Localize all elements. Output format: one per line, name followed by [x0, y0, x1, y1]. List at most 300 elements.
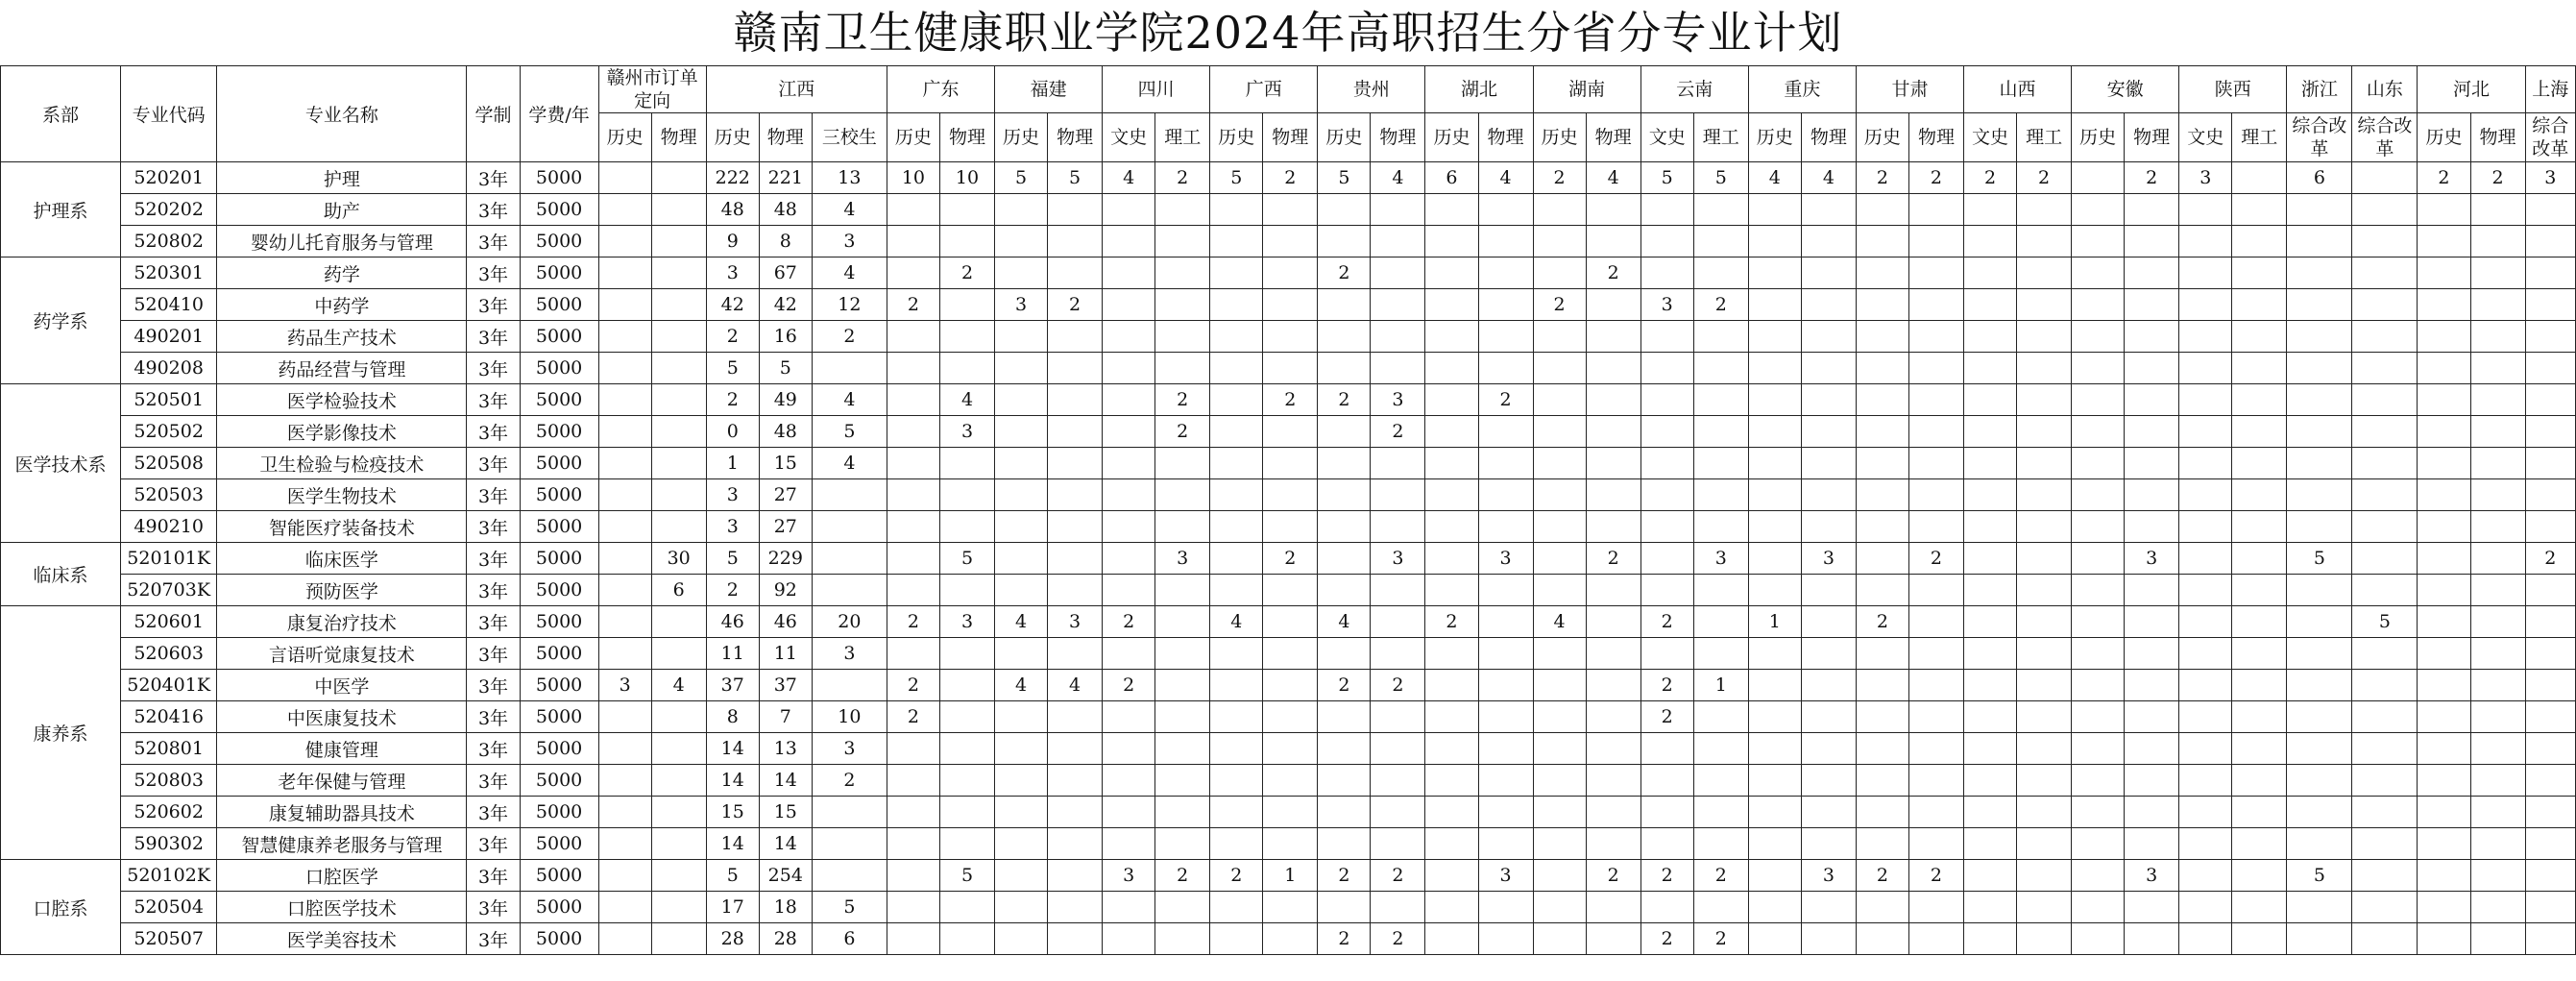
- quota-cell: [2017, 575, 2072, 606]
- quota-cell: 5: [939, 543, 994, 575]
- quota-cell: 9: [706, 226, 759, 258]
- quota-cell: [2072, 448, 2125, 479]
- province-header: 上海: [2525, 66, 2575, 113]
- quota-cell: [1318, 543, 1371, 575]
- quota-cell: [1478, 321, 1533, 353]
- quota-cell: [2470, 892, 2525, 923]
- quota-cell: [1103, 543, 1155, 575]
- table-row: [1, 828, 2576, 860]
- col-header-years: 学制: [467, 66, 520, 162]
- quota-cell: [1371, 797, 1425, 828]
- quota-cell: [1425, 923, 1478, 955]
- quota-cell: [1263, 892, 1318, 923]
- dept-cell: 康养系: [1, 606, 121, 860]
- quota-cell: [1908, 353, 1963, 384]
- quota-cell: [995, 638, 1048, 670]
- dept-cell: 药学系: [1, 258, 121, 384]
- quota-cell: [995, 828, 1048, 860]
- quota-cell: [1964, 479, 2017, 511]
- quota-cell: 48: [759, 194, 812, 226]
- quota-cell: [1640, 258, 1693, 289]
- table-row: [1, 860, 2576, 892]
- quota-cell: [2232, 448, 2287, 479]
- quota-cell: 5: [1210, 162, 1263, 194]
- quota-cell: [2017, 226, 2072, 258]
- quota-cell: [1964, 384, 2017, 416]
- major-name-cell: 婴幼儿托育服务与管理: [217, 226, 467, 258]
- quota-cell: [939, 353, 994, 384]
- quota-cell: [1964, 289, 2017, 321]
- quota-cell: [995, 448, 1048, 479]
- quota-cell: [1210, 638, 1263, 670]
- quota-cell: [2525, 575, 2575, 606]
- quota-cell: [2017, 828, 2072, 860]
- quota-cell: [1908, 701, 1963, 733]
- quota-cell: [1371, 638, 1425, 670]
- quota-cell: [1210, 321, 1263, 353]
- table-row: [1, 511, 2576, 543]
- quota-cell: [939, 575, 994, 606]
- quota-cell: [1533, 226, 1586, 258]
- quota-cell: [1748, 543, 1801, 575]
- quota-cell: [1103, 923, 1155, 955]
- quota-cell: [1533, 448, 1586, 479]
- quota-cell: [2232, 670, 2287, 701]
- quota-cell: [1908, 606, 1963, 638]
- duration-cell: 3年: [467, 733, 520, 765]
- quota-cell: [995, 479, 1048, 511]
- quota-cell: [1478, 670, 1533, 701]
- quota-cell: [2287, 448, 2352, 479]
- quota-cell: [2352, 511, 2418, 543]
- quota-cell: [651, 701, 706, 733]
- quota-cell: [2125, 511, 2179, 543]
- quota-cell: 3: [1371, 384, 1425, 416]
- track-subheader: 历史: [887, 113, 939, 162]
- quota-cell: [2125, 606, 2179, 638]
- quota-cell: [1586, 765, 1640, 797]
- quota-cell: [2287, 670, 2352, 701]
- quota-cell: [2179, 860, 2232, 892]
- quota-cell: [2232, 606, 2287, 638]
- major-name-cell: 口腔医学技术: [217, 892, 467, 923]
- quota-cell: [1964, 258, 2017, 289]
- quota-cell: [1155, 258, 1210, 289]
- quota-cell: [1856, 353, 1908, 384]
- quota-cell: [2418, 860, 2470, 892]
- quota-cell: [1371, 511, 1425, 543]
- quota-cell: [651, 828, 706, 860]
- quota-cell: [651, 416, 706, 448]
- quota-cell: [2418, 226, 2470, 258]
- quota-cell: [1533, 321, 1586, 353]
- quota-cell: 5: [939, 860, 994, 892]
- table-row: [1, 797, 2576, 828]
- quota-cell: 2: [1155, 416, 1210, 448]
- quota-cell: [1908, 384, 1963, 416]
- quota-cell: 6: [651, 575, 706, 606]
- quota-cell: [1693, 353, 1748, 384]
- quota-cell: [2352, 226, 2418, 258]
- quota-cell: [1318, 353, 1371, 384]
- table-row: [1, 258, 2576, 289]
- track-subheader: 文史: [1640, 113, 1693, 162]
- quota-cell: [1371, 353, 1425, 384]
- quota-cell: [2525, 416, 2575, 448]
- quota-cell: 30: [651, 543, 706, 575]
- quota-cell: [887, 226, 939, 258]
- quota-cell: [2352, 479, 2418, 511]
- quota-cell: 92: [759, 575, 812, 606]
- quota-cell: [1478, 194, 1533, 226]
- quota-cell: [1425, 448, 1478, 479]
- quota-cell: [1478, 638, 1533, 670]
- quota-cell: [2232, 923, 2287, 955]
- quota-cell: [1048, 479, 1103, 511]
- quota-cell: [1533, 733, 1586, 765]
- quota-cell: [1371, 479, 1425, 511]
- quota-cell: [2017, 701, 2072, 733]
- quota-cell: [1748, 416, 1801, 448]
- track-subheader: 物理: [1371, 113, 1425, 162]
- quota-cell: [2179, 384, 2232, 416]
- province-header: 福建: [995, 66, 1103, 113]
- quota-cell: 3: [812, 733, 887, 765]
- quota-cell: 5: [2287, 543, 2352, 575]
- quota-cell: [1748, 448, 1801, 479]
- major-name-cell: 中医康复技术: [217, 701, 467, 733]
- quota-cell: [1318, 733, 1371, 765]
- quota-cell: [1155, 194, 1210, 226]
- quota-cell: [1964, 321, 2017, 353]
- quota-cell: [1801, 479, 1856, 511]
- major-code-cell: 520603: [121, 638, 217, 670]
- quota-cell: [1856, 479, 1908, 511]
- quota-cell: 8: [759, 226, 812, 258]
- tuition-cell: 5000: [520, 511, 598, 543]
- major-code-cell: 520502: [121, 416, 217, 448]
- quota-cell: [1371, 194, 1425, 226]
- quota-cell: [2470, 416, 2525, 448]
- major-name-cell: 口腔医学: [217, 860, 467, 892]
- quota-cell: [598, 258, 651, 289]
- quota-cell: [651, 479, 706, 511]
- province-header: 广西: [1210, 66, 1318, 113]
- quota-cell: 4: [1478, 162, 1533, 194]
- quota-cell: [2418, 289, 2470, 321]
- quota-cell: [2470, 289, 2525, 321]
- quota-cell: [598, 797, 651, 828]
- quota-cell: 0: [706, 416, 759, 448]
- quota-cell: [1856, 321, 1908, 353]
- quota-cell: [812, 353, 887, 384]
- quota-cell: [2017, 797, 2072, 828]
- quota-cell: [2418, 384, 2470, 416]
- quota-cell: [2125, 670, 2179, 701]
- duration-cell: 3年: [467, 797, 520, 828]
- quota-cell: [1478, 448, 1533, 479]
- quota-cell: 4: [651, 670, 706, 701]
- quota-cell: [1533, 575, 1586, 606]
- quota-cell: [2017, 511, 2072, 543]
- quota-cell: 4: [1801, 162, 1856, 194]
- quota-cell: [598, 194, 651, 226]
- quota-cell: [1586, 638, 1640, 670]
- quota-cell: [598, 828, 651, 860]
- tuition-cell: 5000: [520, 638, 598, 670]
- dept-cell: 口腔系: [1, 860, 121, 955]
- quota-cell: [1908, 448, 1963, 479]
- track-subheader: 历史: [2418, 113, 2470, 162]
- quota-cell: 12: [812, 289, 887, 321]
- track-subheader: 三校生: [812, 113, 887, 162]
- quota-cell: [2072, 765, 2125, 797]
- quota-cell: 6: [2287, 162, 2352, 194]
- quota-cell: [2179, 892, 2232, 923]
- major-code-cell: 520803: [121, 765, 217, 797]
- quota-cell: [1155, 289, 1210, 321]
- table-row: [1, 733, 2576, 765]
- duration-cell: 3年: [467, 321, 520, 353]
- quota-cell: [1048, 575, 1103, 606]
- quota-cell: 4: [1103, 162, 1155, 194]
- quota-cell: [1856, 384, 1908, 416]
- quota-cell: [2232, 511, 2287, 543]
- quota-cell: [1964, 543, 2017, 575]
- quota-cell: [1263, 226, 1318, 258]
- quota-cell: 37: [706, 670, 759, 701]
- quota-cell: [1048, 416, 1103, 448]
- duration-cell: 3年: [467, 543, 520, 575]
- quota-cell: [887, 543, 939, 575]
- quota-cell: [1640, 353, 1693, 384]
- quota-cell: [939, 701, 994, 733]
- quota-cell: [1586, 321, 1640, 353]
- quota-cell: [1318, 479, 1371, 511]
- quota-cell: [1425, 638, 1478, 670]
- quota-cell: [1640, 384, 1693, 416]
- quota-cell: 2: [1263, 384, 1318, 416]
- quota-cell: [2287, 194, 2352, 226]
- quota-cell: 2: [1640, 670, 1693, 701]
- major-code-cell: 520601: [121, 606, 217, 638]
- quota-cell: [1210, 258, 1263, 289]
- quota-cell: 3: [812, 638, 887, 670]
- quota-cell: 17: [706, 892, 759, 923]
- quota-cell: [995, 416, 1048, 448]
- quota-cell: [1103, 575, 1155, 606]
- quota-cell: [2287, 226, 2352, 258]
- quota-cell: [2125, 892, 2179, 923]
- quota-cell: 2: [1210, 860, 1263, 892]
- quota-cell: [1908, 923, 1963, 955]
- major-name-cell: 智慧健康养老服务与管理: [217, 828, 467, 860]
- quota-cell: [1263, 670, 1318, 701]
- quota-cell: 3: [1801, 543, 1856, 575]
- quota-cell: [1263, 479, 1318, 511]
- quota-cell: [2352, 638, 2418, 670]
- quota-cell: [1263, 194, 1318, 226]
- quota-cell: [1155, 575, 1210, 606]
- quota-cell: [1908, 828, 1963, 860]
- quota-cell: [2125, 797, 2179, 828]
- quota-cell: [1908, 670, 1963, 701]
- quota-cell: [1425, 543, 1478, 575]
- quota-cell: [2179, 416, 2232, 448]
- quota-cell: 27: [759, 511, 812, 543]
- quota-cell: 5: [2287, 860, 2352, 892]
- table-row: [1, 162, 2576, 194]
- quota-cell: [1263, 575, 1318, 606]
- quota-cell: 3: [706, 258, 759, 289]
- track-subheader: 物理: [1263, 113, 1318, 162]
- quota-cell: [2470, 860, 2525, 892]
- quota-cell: 2: [1693, 923, 1748, 955]
- quota-cell: [1748, 638, 1801, 670]
- quota-cell: [1693, 575, 1748, 606]
- quota-cell: [2125, 828, 2179, 860]
- quota-cell: [1210, 479, 1263, 511]
- quota-cell: [2525, 765, 2575, 797]
- quota-cell: [1103, 733, 1155, 765]
- quota-cell: 3: [598, 670, 651, 701]
- quota-cell: 2: [1371, 860, 1425, 892]
- quota-cell: [1964, 511, 2017, 543]
- province-header: 安徽: [2072, 66, 2179, 113]
- quota-cell: [2125, 765, 2179, 797]
- quota-cell: [2017, 448, 2072, 479]
- quota-cell: 3: [2125, 860, 2179, 892]
- quota-cell: [1048, 765, 1103, 797]
- quota-cell: [1533, 860, 1586, 892]
- quota-cell: [1693, 797, 1748, 828]
- quota-cell: [2232, 575, 2287, 606]
- quota-cell: [1964, 606, 2017, 638]
- quota-cell: [2525, 733, 2575, 765]
- quota-cell: [812, 511, 887, 543]
- quota-cell: 18: [759, 892, 812, 923]
- quota-cell: [1533, 353, 1586, 384]
- quota-cell: 3: [995, 289, 1048, 321]
- quota-cell: [1748, 797, 1801, 828]
- quota-cell: [1210, 892, 1263, 923]
- quota-cell: [651, 289, 706, 321]
- province-header: 湖北: [1425, 66, 1533, 113]
- quota-cell: [2017, 194, 2072, 226]
- quota-cell: [887, 797, 939, 828]
- quota-cell: 2: [1586, 860, 1640, 892]
- quota-cell: [1155, 321, 1210, 353]
- quota-cell: [2418, 606, 2470, 638]
- track-subheader: 文史: [1964, 113, 2017, 162]
- quota-cell: [939, 670, 994, 701]
- quota-cell: [1210, 511, 1263, 543]
- quota-cell: [2179, 923, 2232, 955]
- quota-cell: [1371, 606, 1425, 638]
- quota-cell: [2232, 765, 2287, 797]
- quota-cell: [1748, 860, 1801, 892]
- quota-cell: 4: [812, 448, 887, 479]
- quota-cell: [2017, 543, 2072, 575]
- quota-cell: [1693, 384, 1748, 416]
- duration-cell: 3年: [467, 258, 520, 289]
- quota-cell: 13: [812, 162, 887, 194]
- quota-cell: [1693, 733, 1748, 765]
- quota-cell: [939, 226, 994, 258]
- quota-cell: [1748, 321, 1801, 353]
- quota-cell: [939, 289, 994, 321]
- quota-cell: [2072, 162, 2125, 194]
- quota-cell: [2072, 701, 2125, 733]
- quota-cell: [2179, 638, 2232, 670]
- quota-cell: [1964, 194, 2017, 226]
- quota-cell: [1103, 353, 1155, 384]
- quota-cell: [2232, 194, 2287, 226]
- quota-cell: [1748, 289, 1801, 321]
- quota-cell: [2017, 923, 2072, 955]
- quota-cell: [2179, 575, 2232, 606]
- quota-cell: [939, 479, 994, 511]
- quota-cell: [1801, 765, 1856, 797]
- major-name-cell: 临床医学: [217, 543, 467, 575]
- quota-cell: 5: [706, 353, 759, 384]
- quota-cell: [651, 765, 706, 797]
- quota-cell: 3: [2125, 543, 2179, 575]
- quota-cell: [1478, 511, 1533, 543]
- province-header: 江西: [706, 66, 887, 113]
- table-row: [1, 384, 2576, 416]
- quota-cell: [2470, 448, 2525, 479]
- quota-cell: 2: [1103, 670, 1155, 701]
- quota-cell: [1371, 321, 1425, 353]
- quota-cell: [995, 701, 1048, 733]
- quota-cell: [1908, 226, 1963, 258]
- quota-cell: [2125, 384, 2179, 416]
- quota-cell: [1371, 258, 1425, 289]
- tuition-cell: 5000: [520, 575, 598, 606]
- quota-cell: [2072, 606, 2125, 638]
- quota-cell: 4: [1748, 162, 1801, 194]
- quota-cell: 2: [1586, 258, 1640, 289]
- major-name-cell: 中医学: [217, 670, 467, 701]
- quota-cell: [1210, 701, 1263, 733]
- quota-cell: [1103, 194, 1155, 226]
- quota-cell: 48: [706, 194, 759, 226]
- quota-cell: 3: [939, 606, 994, 638]
- quota-cell: [2017, 384, 2072, 416]
- quota-cell: [1856, 923, 1908, 955]
- quota-cell: [995, 892, 1048, 923]
- quota-cell: [2418, 765, 2470, 797]
- track-subheader: 物理: [939, 113, 994, 162]
- duration-cell: 3年: [467, 765, 520, 797]
- quota-cell: [1210, 733, 1263, 765]
- duration-cell: 3年: [467, 289, 520, 321]
- quota-cell: 3: [1155, 543, 1210, 575]
- quota-cell: [1048, 226, 1103, 258]
- quota-cell: [1263, 606, 1318, 638]
- quota-cell: [2017, 353, 2072, 384]
- quota-cell: [1425, 892, 1478, 923]
- quota-cell: [2525, 828, 2575, 860]
- quota-cell: [1263, 923, 1318, 955]
- duration-cell: 3年: [467, 923, 520, 955]
- quota-cell: [1210, 923, 1263, 955]
- track-subheader: 理工: [1155, 113, 1210, 162]
- quota-cell: 2: [1155, 860, 1210, 892]
- quota-cell: [2418, 321, 2470, 353]
- quota-cell: [651, 638, 706, 670]
